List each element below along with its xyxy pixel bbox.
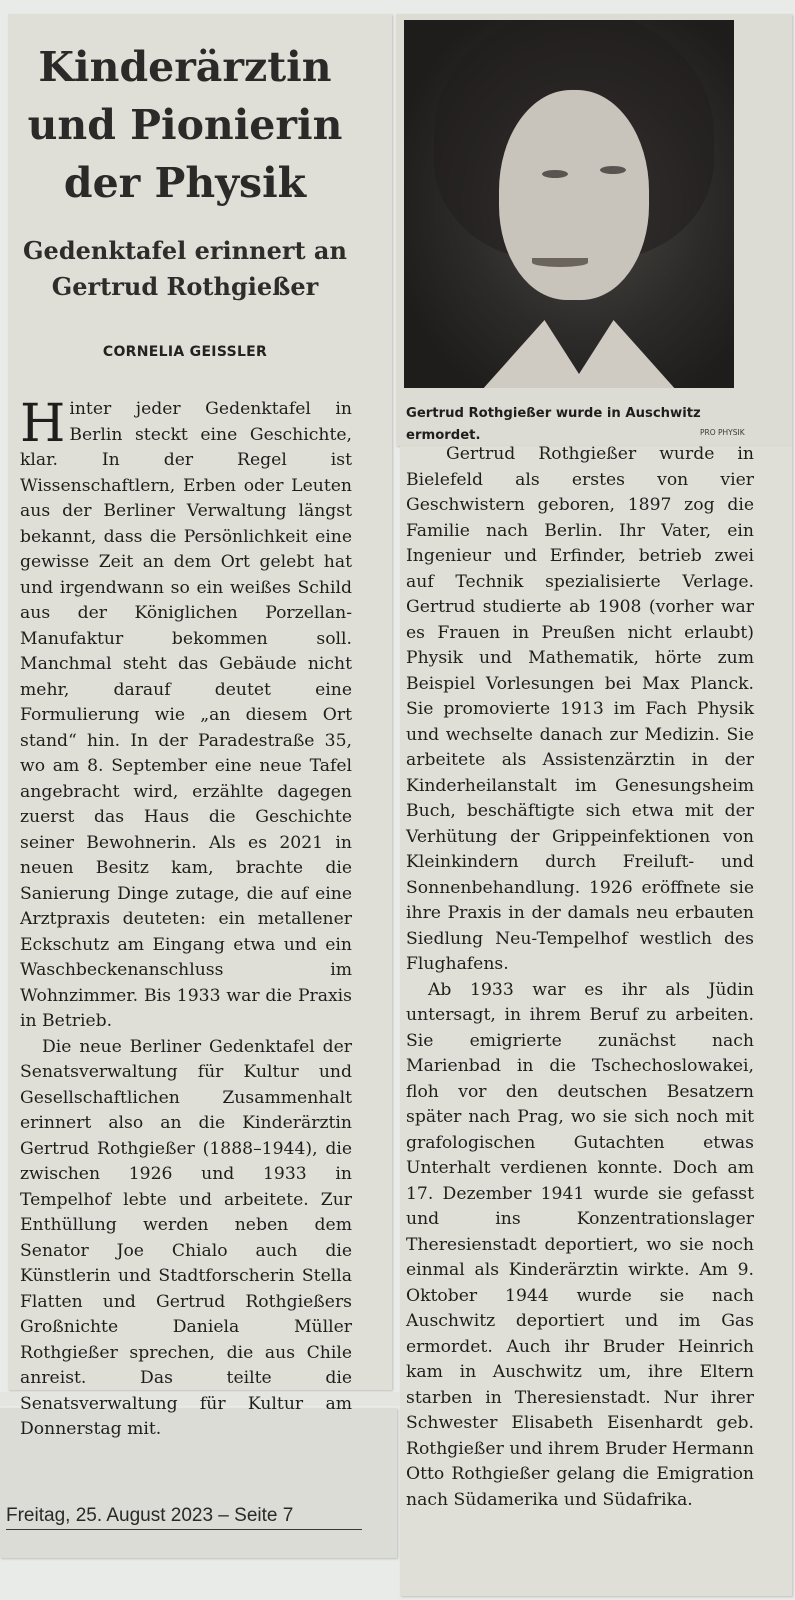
subheadline bbox=[20, 233, 350, 305]
photo-caption: Gertrud Rothgießer wurde in Auschwitz ermordet. bbox=[406, 406, 701, 443]
portrait-photo bbox=[404, 20, 734, 388]
article-paragraph: Gertrud Rothgießer wurde in Bielefeld als erstes von vier Geschwistern geboren, 1897 zog die Familie nach Berlin. Ihr Vater, ein Ingenieur und Erfinder, betrieb zwei auf Technik spezialisierte Verlage. Gertrud studierte ab 1908 (vorher war es Frauen in Preußen nicht erlaubt) Physik und Mathematik, hörte zum Beispiel Vorlesungen bei Max Planck. Sie promovierte 1913 im Fach Physik und wechselte danach zur Medizin. Sie arbeitete als Assistenzärztin in der Kinderheilanstalt im Genesungsheim Buch, beschäftigte sich etwa mit der Verhütung der Grippeinfektionen von Kleinkindern durch Freiluft- und Sonnenbehandlung. 1926 eröffnete sie ihre Praxis in der damals neu erbauten Siedlung Neu-Tempelhof westlich des Flughafens. bbox=[406, 444, 754, 974]
paragraph-text: inter jeder Gedenktafel in Berlin steckt eine Geschichte, klar. In der Regel ist Wissenschaftlern, Erben oder Leuten aus der Berliner Verwaltung längst bekannt, dass die Persönlichkeit eine gewisse Zeit an dem Ort gelebt hat und irgendwann so ein weißes Schild aus der Königlichen Porzellan-Manufaktur bekommen soll. Manchmal steht das Gebäude nicht mehr, darauf deutet eine Formulierung wie „an diesem Ort stand“ hin. In der Paradestraße 35, wo am 8. September eine neue Tafel angebracht wird, erzählte dagegen zuerst das Haus die Geschichte seiner Bewohnerin. Als es 2021 in neuen Besitz kam, brachte die Sanierung Dinge zutage, die auf eine Arztpraxis deuteten: ein metallener Eckschutz am Eingang etwa und ein Waschbeckenanschluss im Wohnzimmer. Bis 1933 war die Praxis in Betrieb. bbox=[20, 399, 352, 1031]
article-paragraph: Die neue Berliner Gedenktafel der Senatsverwaltung für Kultur und Gesellschaftlichen Zusammenhalt erinnert also an die Kinderärztin Gertrud Rothgießer (1888–1944), die zwischen 1926 und 1933 in Tempelhof lebte und arbeitete. Zur Enthüllung werden neben dem Senator Joe Chialo auch die Künstlerin und Stadtforscherin Stella Flatten und Gertrud Rothgießers Großnichte Daniela Müller Rothgießer sprechen, die aus Chile anreist. Das teilte die Senatsverwaltung für Kultur am Donnerstag mit. bbox=[20, 1036, 352, 1439]
headline-line-1: Kinderärztin bbox=[38, 43, 332, 91]
photo-mouth-shape bbox=[532, 258, 588, 267]
headline-line-3: der Physik bbox=[63, 159, 307, 207]
article-column-left bbox=[20, 394, 352, 1443]
photo-face-shape bbox=[499, 90, 649, 300]
photo-eye-shape bbox=[542, 170, 568, 178]
subheadline-line-1: Gedenktafel erinnert an bbox=[23, 236, 347, 265]
photo-eye-shape bbox=[600, 166, 626, 174]
photo-credit: PRO PHYSIK bbox=[700, 428, 745, 437]
byline: CORNELIA GEISSLER bbox=[102, 344, 268, 360]
article-paragraph: Ab 1933 war es ihr als Jüdin untersagt, in ihrem Beruf zu arbeiten. Sie emigrierte zunächst nach Marienbad in die Tschechoslowakei, floh vor den deutschen Besatzern später nach Prag, wo sie sich noch mit grafologischen Gutachten etwas Unterhalt verdienen konnte. Doch am 17. Dezember 1941 wurde sie gefasst und ins Konzentrationslager Theresienstadt deportiert, wo sie noch einmal als Kinderärztin wirkte. Am 9. Oktober 1944 wurde sie nach Auschwitz deportiert und im Gas ermordet. Auch ihr Bruder Heinrich kam in Auschwitz um, ihre Eltern starben in Theresienstadt. Nur ihrer Schwester Elisabeth Eisenhardt geb. Rothgießer und ihrem Bruder Hermann Otto Rothgießer gelang die Emigration nach Südamerika und Südafrika. bbox=[406, 979, 754, 1510]
article-paragraph bbox=[20, 394, 352, 1035]
headline-line-2: und Pionierin bbox=[27, 101, 343, 149]
photo-collar-shape bbox=[464, 320, 694, 388]
article-column-right bbox=[406, 442, 754, 1513]
issue-dateline: Freitag, 25. August 2023 – Seite 7 bbox=[6, 1505, 362, 1530]
headline bbox=[20, 38, 350, 212]
subheadline-line-2: Gertrud Rothgießer bbox=[51, 272, 319, 301]
dropcap: H bbox=[20, 394, 66, 454]
